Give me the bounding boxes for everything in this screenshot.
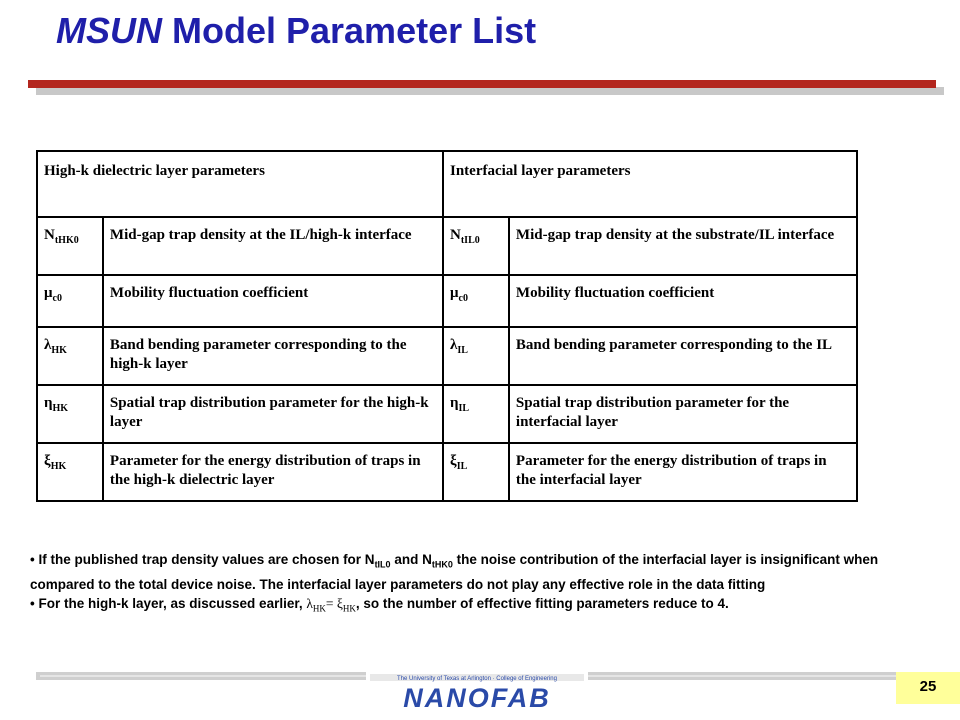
param-description: Parameter for the energy distribution of traps in the interfacial layer bbox=[509, 443, 857, 501]
parameter-table bbox=[36, 150, 858, 502]
param-description: Mid-gap trap density at the substrate/IL interface bbox=[509, 217, 857, 275]
param-description: Spatial trap distribution parameter for the interfacial layer bbox=[509, 385, 857, 443]
param-symbol: $\mu_{c0}$ bbox=[443, 275, 509, 327]
notes-section bbox=[30, 550, 900, 618]
param-description: Parameter for the energy distribution of traps in the high-k dielectric layer bbox=[103, 443, 443, 501]
param-description: Mid-gap trap density at the IL/high-k interface bbox=[103, 217, 443, 275]
param-description: Spatial trap distribution parameter for the high-k layer bbox=[103, 385, 443, 443]
nanofab-logo bbox=[366, 672, 588, 712]
param-description: Band bending parameter corresponding to the IL bbox=[509, 327, 857, 385]
param-symbol: $\lambda_{IL}$ bbox=[443, 327, 509, 385]
title-emphasis: MSUN bbox=[56, 10, 162, 51]
table-row bbox=[37, 275, 857, 327]
title-bar-shadow bbox=[36, 87, 944, 95]
param-symbol: $\lambda_{HK}$ bbox=[37, 327, 103, 385]
table-row bbox=[37, 217, 857, 275]
param-symbol: $\mu_{c0}$ bbox=[37, 275, 103, 327]
bullet-2: • For the high-k layer, as discussed earlier, $\lambda_{HK}= \xi_{HK}$, so the number of effective fitting parameters reduce to 4. bbox=[30, 595, 729, 614]
param-symbol: $\eta_{HK}$ bbox=[37, 385, 103, 443]
param-description: Mobility fluctuation coefficient bbox=[103, 275, 443, 327]
param-description: Mobility fluctuation coefficient bbox=[509, 275, 857, 327]
header-interfacial: Interfacial layer parameters bbox=[443, 151, 857, 217]
logo-caption: The University of Texas at Arlington · College of Engineering bbox=[397, 676, 557, 682]
title-rest: Model Parameter List bbox=[162, 10, 537, 51]
param-symbol: $N_{tIL0}$ bbox=[443, 217, 509, 275]
param-symbol: $N_{tHK0}$ bbox=[37, 217, 103, 275]
param-symbol: $\xi_{HK}$ bbox=[37, 443, 103, 501]
param-symbol: $\xi_{IL}$ bbox=[443, 443, 509, 501]
table-row bbox=[37, 385, 857, 443]
logo-wordmark: NANOFAB bbox=[403, 683, 551, 712]
param-description: Band bending parameter corresponding to the high-k layer bbox=[103, 327, 443, 385]
table-row bbox=[37, 327, 857, 385]
table-row bbox=[37, 443, 857, 501]
bullet-1: • If the published trap density values are chosen for $N_{tIL0}$ and $N_{tHK0}$ the noise contribution of the interfacial layer is insignificant when compared to the total device noise. The interfacial layer parameters do not play any effective role in the data fitting bbox=[30, 552, 879, 592]
page-number: 25 bbox=[896, 672, 960, 704]
slide-title bbox=[56, 10, 536, 52]
header-high-k: High-k dielectric layer parameters bbox=[37, 151, 443, 217]
table-header-row bbox=[37, 151, 857, 217]
title-bar bbox=[28, 80, 936, 88]
param-symbol: $\eta_{IL}$ bbox=[443, 385, 509, 443]
